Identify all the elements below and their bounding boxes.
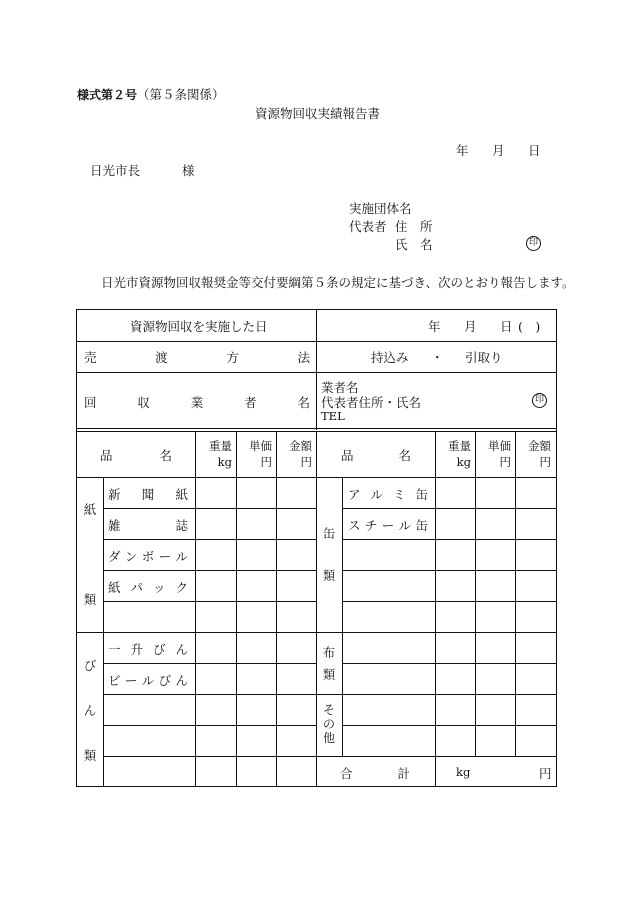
- delivery-option-bring: 持込み: [371, 350, 409, 365]
- item-steel-can: ス チ ー ル 缶: [348, 518, 428, 533]
- form-number-bold: 様式第２号: [77, 88, 138, 102]
- item-beer-bottle: ビ ー ル び ん: [108, 673, 188, 688]
- category-cans: 缶 類: [322, 526, 336, 583]
- impl-day: 日: [500, 319, 513, 334]
- item-sake-bottle: 一 升 び ん: [108, 642, 188, 657]
- right-header-weight: 重量 kg: [448, 439, 471, 469]
- left-header-weight: 重量 kg: [209, 439, 232, 469]
- total-label: 合 計: [340, 766, 410, 781]
- collector-seal-icon: 印: [532, 393, 547, 408]
- item-cardboard: ダ ン ボ ー ル: [108, 549, 188, 564]
- impl-year: 年: [428, 319, 441, 334]
- left-header-amount: 金額 円: [289, 439, 312, 469]
- item-magazines: 雑 誌: [108, 518, 188, 533]
- collector-name-label: 業者名: [321, 380, 359, 395]
- date-year: 年: [456, 143, 469, 158]
- total-weight-unit: kg: [456, 765, 471, 779]
- category-cloth: 布 類: [322, 645, 336, 682]
- impl-weekday: ( ): [518, 319, 541, 334]
- date-month: 月: [492, 143, 505, 158]
- impl-month: 月: [464, 319, 477, 334]
- date-day: 日: [528, 143, 541, 158]
- form-number-rest: （第５条関係）: [137, 87, 225, 102]
- name-label: 氏 名: [395, 237, 433, 252]
- right-header-amount: 金額 円: [528, 439, 551, 469]
- delivery-option-pickup: 引取り: [465, 350, 503, 365]
- intro-text: 日光市資源物回収報奨金等交付要綱第５条の規定に基づき、次のとおり報告します。: [101, 275, 575, 290]
- right-header-item-name: 品 名: [341, 448, 411, 463]
- category-other: そ の 他: [322, 703, 335, 745]
- item-aluminum-can: ア ル ミ 缶: [348, 487, 428, 502]
- collector-rep-label: 代表者住所・氏名: [321, 395, 422, 410]
- addressee-honorific: 様: [182, 163, 195, 178]
- delivery-method-label: 売 渡 方 法: [84, 350, 310, 365]
- category-bottles: び ん 類: [83, 658, 97, 763]
- address-label: 住 所: [395, 219, 433, 234]
- delivery-option-sep: ・: [431, 350, 444, 365]
- collector-label: 回 収 業 者 名: [84, 395, 310, 410]
- rep-label: 代表者: [349, 219, 387, 234]
- category-paper: 紙 類: [83, 502, 97, 607]
- item-newspaper: 新 聞 紙: [108, 487, 188, 502]
- page-title: 資源物回収実績報告書: [255, 106, 381, 121]
- total-amount-unit: 円: [539, 766, 552, 781]
- implementation-date-label: 資源物回収を実施した日: [130, 319, 268, 334]
- seal-icon: 印: [526, 236, 541, 251]
- left-header-unit-price: 単価 円: [249, 439, 272, 469]
- right-header-unit-price: 単価 円: [488, 439, 511, 469]
- left-header-item-name: 品 名: [100, 448, 172, 463]
- collector-tel-label: TEL: [321, 409, 345, 423]
- org-name-label: 実施団体名: [349, 201, 412, 216]
- addressee-name: 日光市長: [90, 163, 141, 178]
- item-paper-pack: 紙 パ ッ ク: [108, 580, 188, 595]
